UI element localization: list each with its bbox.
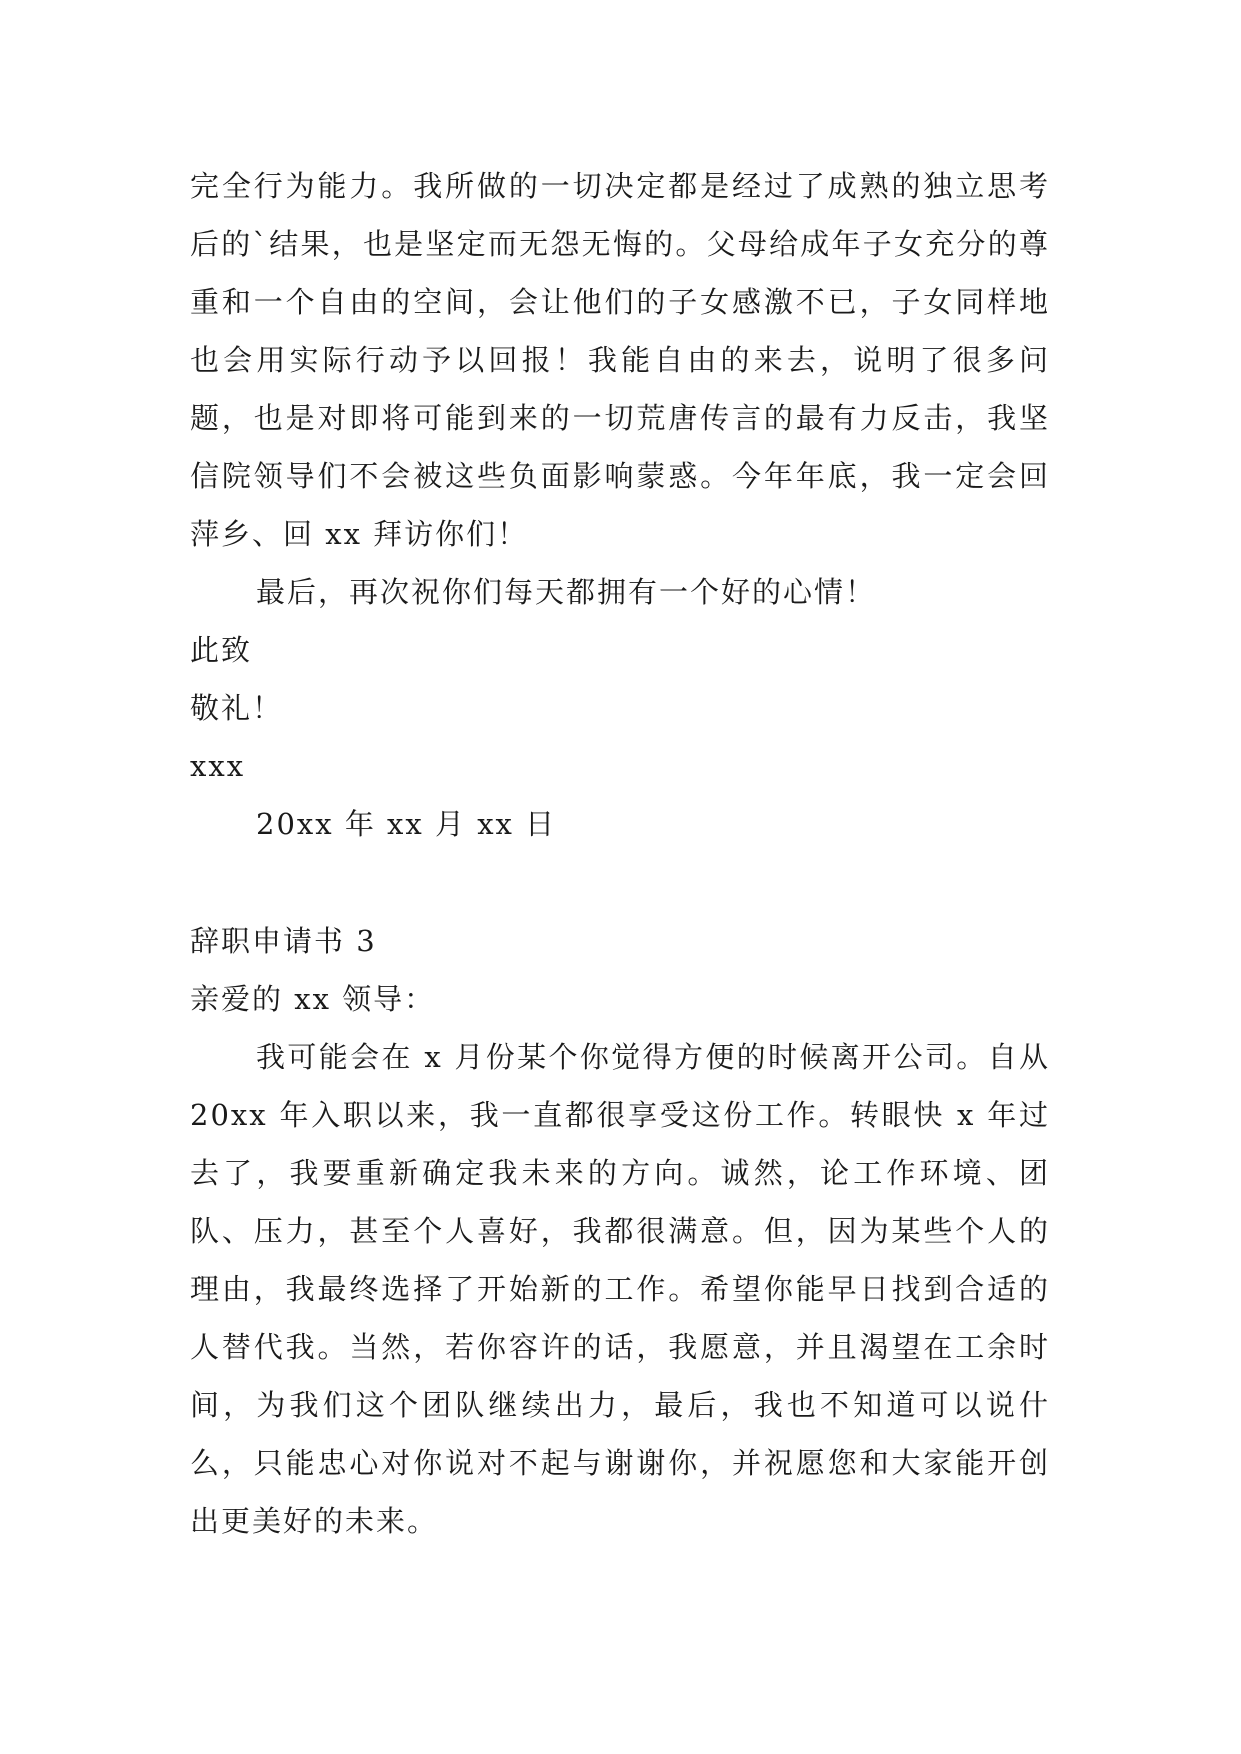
letter2-wish-paragraph: 最后，再次祝你们每天都拥有一个好的心情！ [256,575,877,609]
letter2-closing-jing-li: 敬礼！ [190,691,284,725]
letter3-salutation: 亲爱的 xx 领导： [190,982,436,1016]
letter2-signature: xxx [190,749,246,783]
letter3-title: 辞职申请书 3 [190,924,377,958]
letter2-date: 20xx 年 xx 月 xx 日 [256,807,557,841]
letter2-body-paragraph: 完全行为能力。我所做的一切决定都是经过了成熟的独立思考后的`结果，也是坚定而无怨无悔的。父母给成年子女充分的尊重和一个自由的空间，会让他们的子女感激不已，子女同样地也会用实际行动予以回报！我能自由的来去，说明了很多问题，也是对即将可能到来的一切荒唐传言的最有力反击，我坚信院领导们不会被这些负面影响蒙惑。今年年底，我一定会回萍乡、回 xx 拜访你们！ [190,169,1050,551]
letter3-body-paragraph: 我可能会在 x 月份某个你觉得方便的时候离开公司。自从 20xx 年入职以来，我一直都很享受这份工作。转眼快 x 年过去了，我要重新确定我未来的方向。诚然，论工作环境、团队、压力，甚至个人喜好，我都很满意。但，因为某些个人的理由，我最终选择了开始新的工作。希望你能早日找到合适的人替代我。当然，若你容许的话，我愿意，并且渴望在工余时间，为我们这个团队继续出力，最后，我也不知道可以说什么，只能忠心对你说对不起与谢谢你，并祝愿您和大家能开创出更美好的未来。 [190,1040,1062,1538]
letter2-closing-ci-zhi: 此致 [190,633,253,667]
